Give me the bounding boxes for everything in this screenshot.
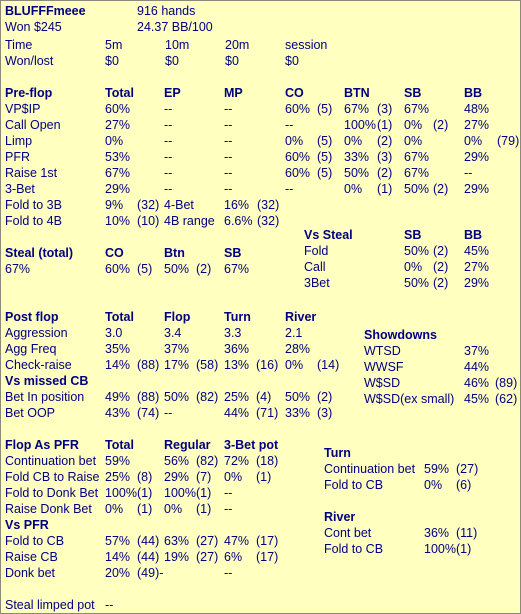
preflop-cell-ep: -- — [164, 166, 173, 180]
preflop-header-total: Total — [105, 86, 134, 100]
vs-steal-row-label: 3Bet — [304, 276, 330, 290]
vs-pfr-cell-total: 57% — [105, 534, 131, 548]
preflop-cell-co: 60% — [285, 166, 311, 180]
flop-as-pfr-cell-3bet: -- — [224, 486, 233, 500]
vs-steal-bb-value: 45% — [464, 244, 490, 258]
missed-cb-count-river: (2) — [317, 390, 333, 404]
four-bet-value: 16% — [224, 198, 250, 212]
missed-cb-count-total: (88) — [137, 390, 160, 404]
vs-steal-title: Vs Steal — [304, 228, 353, 242]
preflop-count-btn: (2) — [377, 134, 393, 148]
missed-cb-count-turn: (71) — [256, 406, 279, 420]
preflop-header-sb: SB — [404, 86, 422, 100]
vs-pfr-count-3bet: (17) — [256, 534, 279, 548]
preflop-header-ep: EP — [164, 86, 181, 100]
preflop-header-mp: MP — [224, 86, 243, 100]
preflop-cell-bb: 27% — [464, 118, 490, 132]
river-row-label: Fold to CB — [324, 542, 384, 556]
showdowns-row-value: 37% — [464, 344, 490, 358]
showdowns-row-label: W$SD(ex small) — [364, 392, 455, 406]
vs-pfr-count-total: (44) — [137, 550, 160, 564]
wonlost-label: Won/lost — [5, 54, 54, 68]
vs-steal-row-label: Call — [304, 260, 326, 274]
preflop-cell-mp: -- — [224, 182, 233, 196]
time-col-session: session — [285, 38, 328, 52]
preflop-count-co: (5) — [317, 134, 333, 148]
vs-pfr-count-total: (44) — [137, 534, 160, 548]
vs-steal-header-sb: SB — [404, 228, 422, 242]
preflop-cell-co: 0% — [285, 134, 304, 148]
postflop-cell-total: 35% — [105, 342, 131, 356]
preflop-cell-mp: -- — [224, 166, 233, 180]
flop-as-pfr-cell-regular: 56% — [164, 454, 190, 468]
flop-as-pfr-cell-regular: 100% — [164, 486, 196, 500]
preflop-count-co: (5) — [317, 102, 333, 116]
flop-as-pfr-cell-regular: 29% — [164, 470, 190, 484]
preflop-count-btn: (3) — [377, 102, 393, 116]
preflop-header-btn: BTN — [344, 86, 370, 100]
four-bet-label: 4-Bet — [164, 198, 194, 212]
missed-cb-count-river: (3) — [317, 406, 333, 420]
preflop-cell-bb: -- — [464, 166, 473, 180]
showdowns-row-label: W$SD — [364, 376, 401, 390]
preflop-cell-ep: -- — [164, 102, 173, 116]
postflop-header-flop: Flop — [164, 310, 191, 324]
vs-pfr-cell-3bet: -- — [224, 566, 233, 580]
steal-co-value: 60% — [105, 262, 131, 276]
steal-limped-pot-value: -- — [105, 598, 114, 612]
postflop-count-flop: (58) — [196, 358, 219, 372]
turn-row-label: Fold to CB — [324, 478, 384, 492]
missed-cb-cell-river: 50% — [285, 390, 311, 404]
preflop-count-btn: (3) — [377, 150, 393, 164]
preflop-row-label: VP$IP — [5, 102, 41, 116]
steal-btn-count: (2) — [196, 262, 212, 276]
wonlost-20m: $0 — [225, 54, 239, 68]
postflop-cell-total: 3.0 — [105, 326, 123, 340]
vs-steal-bb-value: 29% — [464, 276, 490, 290]
turn-row-count: (6) — [456, 478, 472, 492]
steal-total-value: 67% — [5, 262, 31, 276]
flop-as-pfr-cell-total: 0% — [105, 502, 124, 516]
preflop-cell-co: -- — [285, 118, 294, 132]
missed-cb-count-turn: (4) — [256, 390, 272, 404]
postflop-count-river: (14) — [317, 358, 340, 372]
preflop-cell-total: 27% — [105, 118, 131, 132]
flop-as-pfr-cell-3bet: 0% — [224, 470, 243, 484]
postflop-header-total: Total — [105, 310, 134, 324]
preflop-cell-bb: 29% — [464, 150, 490, 164]
postflop-cell-turn: 13% — [224, 358, 250, 372]
preflop-row-label: PFR — [5, 150, 30, 164]
wonlost-5m: $0 — [105, 54, 119, 68]
preflop-count-bb: (79) — [497, 134, 520, 148]
fold-to-4b-label: Fold to 4B — [5, 214, 62, 228]
preflop-header-co: CO — [285, 86, 304, 100]
preflop-cell-mp: -- — [224, 102, 233, 116]
preflop-count-btn: (1) — [377, 182, 393, 196]
preflop-cell-btn: 0% — [344, 134, 363, 148]
steal-sb-value: 67% — [224, 262, 250, 276]
steal-limped-pot-label: Steal limped pot — [5, 598, 95, 612]
preflop-cell-total: 53% — [105, 150, 131, 164]
postflop-count-total: (88) — [137, 358, 160, 372]
postflop-row-label: Agg Freq — [5, 342, 57, 356]
vs-pfr-cell-3bet: 6% — [224, 550, 243, 564]
flop-as-pfr-count-3bet: (18) — [256, 454, 279, 468]
flop-as-pfr-title: Flop As PFR — [5, 438, 79, 452]
turn-row-label: Continuation bet — [324, 462, 416, 476]
postflop-cell-flop: 3.4 — [164, 326, 182, 340]
preflop-cell-sb: 0% — [404, 134, 423, 148]
turn-title: Turn — [324, 446, 351, 460]
postflop-count-turn: (16) — [256, 358, 279, 372]
player-name: BLUFFFmeee — [5, 4, 86, 18]
vs-pfr-title: Vs PFR — [5, 518, 49, 532]
steal-header-sb: SB — [224, 246, 242, 260]
preflop-row-label: Limp — [5, 134, 33, 148]
showdowns-row-value: 45% — [464, 392, 490, 406]
postflop-cell-total: 14% — [105, 358, 131, 372]
steal-co-count: (5) — [137, 262, 153, 276]
preflop-row-label: 3-Bet — [5, 182, 35, 196]
four-bet-count: (32) — [257, 198, 280, 212]
flop-as-pfr-count-regular: (1) — [196, 502, 212, 516]
postflop-cell-turn: 36% — [224, 342, 250, 356]
vs-pfr-row-label: Donk bet — [5, 566, 56, 580]
preflop-cell-ep: -- — [164, 134, 173, 148]
preflop-cell-sb: 67% — [404, 102, 430, 116]
postflop-title: Post flop — [5, 310, 59, 324]
preflop-count-co: (5) — [317, 166, 333, 180]
showdowns-row-value: 44% — [464, 360, 490, 374]
flop-as-pfr-count-total: (8) — [137, 470, 153, 484]
vs-pfr-cell-3bet: 47% — [224, 534, 250, 548]
time-col-5m: 5m — [105, 38, 123, 52]
preflop-cell-total: 29% — [105, 182, 131, 196]
preflop-header-bb: BB — [464, 86, 483, 100]
preflop-cell-sb: 67% — [404, 150, 430, 164]
vs-pfr-row-label: Fold to CB — [5, 534, 65, 548]
vs-pfr-count-regular: (27) — [196, 534, 219, 548]
preflop-cell-btn: 67% — [344, 102, 370, 116]
postflop-row-label: Aggression — [5, 326, 68, 340]
vs-pfr-count-regular: (27) — [196, 550, 219, 564]
turn-row-count: (27) — [456, 462, 479, 476]
steal-header-btn: Btn — [164, 246, 185, 260]
turn-row-value: 0% — [424, 478, 443, 492]
preflop-cell-sb: 50% — [404, 182, 430, 196]
postflop-header-river: River — [285, 310, 317, 324]
missed-cb-cell-turn: 44% — [224, 406, 250, 420]
postflop-cell-turn: 3.3 — [224, 326, 242, 340]
fold-to-3b-label: Fold to 3B — [5, 198, 62, 212]
flop-as-pfr-cell-3bet: -- — [224, 502, 233, 516]
flop-as-pfr-count-regular: (7) — [196, 470, 212, 484]
four-bet-range-value: 6.6% — [224, 214, 253, 228]
river-row-value: 36% — [424, 526, 450, 540]
vs-steal-sb-count: (2) — [433, 276, 449, 290]
missed-cb-row-label: Bet In position — [5, 390, 85, 404]
flop-as-pfr-cell-total: 100% — [105, 486, 137, 500]
missed-cb-cell-turn: 25% — [224, 390, 250, 404]
preflop-title: Pre-flop — [5, 86, 53, 100]
time-col-20m: 20m — [225, 38, 250, 52]
flop-as-pfr-row-label: Raise Donk Bet — [5, 502, 92, 516]
fold-to-4b-count: (10) — [137, 214, 160, 228]
postflop-cell-river: 28% — [285, 342, 311, 356]
hands-count: 916 hands — [137, 4, 196, 18]
vs-pfr-cell-total: 14% — [105, 550, 131, 564]
vs-steal-sb-value: 0% — [404, 260, 423, 274]
fold-to-4b-value: 10% — [105, 214, 131, 228]
preflop-cell-total: 0% — [105, 134, 124, 148]
wonlost-session: $0 — [285, 54, 299, 68]
preflop-count-btn: (1) — [377, 118, 393, 132]
preflop-count-sb: (2) — [433, 118, 449, 132]
time-label: Time — [5, 38, 33, 52]
missed-cb-count-total: (74) — [137, 406, 160, 420]
missed-cb-count-flop: (82) — [196, 390, 219, 404]
river-row-label: Cont bet — [324, 526, 372, 540]
flop-as-pfr-count-total: (1) — [137, 502, 153, 516]
flop-as-pfr-header-total: Total — [105, 438, 134, 452]
wonlost-10m: $0 — [165, 54, 179, 68]
river-row-value: 100% — [424, 542, 456, 556]
steal-title: Steal (total) — [5, 246, 74, 260]
preflop-cell-mp: -- — [224, 134, 233, 148]
fold-to-3b-count: (32) — [137, 198, 160, 212]
missed-cb-cell-flop: -- — [164, 406, 173, 420]
preflop-cell-ep: -- — [164, 182, 173, 196]
postflop-cell-flop: 37% — [164, 342, 190, 356]
river-row-count: (11) — [456, 526, 478, 540]
preflop-cell-total: 60% — [105, 102, 131, 116]
missed-cb-cell-flop: 50% — [164, 390, 190, 404]
vs-steal-sb-value: 50% — [404, 276, 430, 290]
missed-cb-cell-total: 49% — [105, 390, 131, 404]
preflop-cell-mp: -- — [224, 118, 233, 132]
preflop-cell-co: 60% — [285, 102, 311, 116]
showdowns-row-value: 46% — [464, 376, 490, 390]
postflop-header-turn: Turn — [224, 310, 251, 324]
vs-steal-sb-value: 50% — [404, 244, 430, 258]
showdowns-row-label: WTSD — [364, 344, 401, 358]
missed-cb-row-label: Bet OOP — [5, 406, 56, 420]
preflop-cell-btn: 50% — [344, 166, 370, 180]
flop-as-pfr-row-label: Continuation bet — [5, 454, 97, 468]
postflop-row-label: Check-raise — [5, 358, 72, 372]
preflop-count-co: (5) — [317, 150, 333, 164]
vs-pfr-cell-regular: 19% — [164, 550, 190, 564]
preflop-row-label: Call Open — [5, 118, 61, 132]
won-amount: Won $245 — [5, 20, 62, 34]
preflop-cell-sb: 67% — [404, 166, 430, 180]
flop-as-pfr-header-3bet: 3-Bet pot — [224, 438, 279, 452]
preflop-cell-btn: 0% — [344, 182, 363, 196]
flop-as-pfr-cell-total: 59% — [105, 454, 131, 468]
preflop-cell-bb: 29% — [464, 182, 490, 196]
four-bet-range-count: (32) — [257, 214, 280, 228]
vs-pfr-cell-total: 20% — [105, 566, 131, 580]
preflop-cell-co: -- — [285, 182, 294, 196]
vs-pfr-row-label: Raise CB — [5, 550, 58, 564]
flop-as-pfr-cell-total: 25% — [105, 470, 131, 484]
preflop-cell-bb: 48% — [464, 102, 490, 116]
showdowns-row-count: (62) — [495, 392, 518, 406]
preflop-cell-sb: 0% — [404, 118, 423, 132]
preflop-cell-total: 67% — [105, 166, 131, 180]
postflop-cell-river: 0% — [285, 358, 304, 372]
steal-header-co: CO — [105, 246, 124, 260]
postflop-cell-flop: 17% — [164, 358, 190, 372]
flop-as-pfr-count-3bet: (1) — [256, 470, 272, 484]
preflop-cell-co: 60% — [285, 150, 311, 164]
missed-cb-cell-river: 33% — [285, 406, 311, 420]
showdowns-row-label: WWSF — [364, 360, 404, 374]
missed-cb-title: Vs missed CB — [5, 374, 89, 388]
bb-per-100: 24.37 BB/100 — [137, 20, 213, 34]
preflop-cell-ep: -- — [164, 150, 173, 164]
preflop-cell-btn: 33% — [344, 150, 370, 164]
preflop-count-sb: (2) — [433, 182, 449, 196]
showdowns-row-count: (89) — [495, 376, 518, 390]
four-bet-range-label: 4B range — [164, 214, 215, 228]
preflop-row-label: Raise 1st — [5, 166, 58, 180]
preflop-count-btn: (2) — [377, 166, 393, 180]
steal-btn-value: 50% — [164, 262, 190, 276]
vs-steal-sb-count: (2) — [433, 244, 449, 258]
flop-as-pfr-count-regular: (1) — [196, 486, 212, 500]
preflop-cell-btn: 100% — [344, 118, 376, 132]
vs-steal-bb-value: 27% — [464, 260, 490, 274]
missed-cb-cell-total: 43% — [105, 406, 131, 420]
river-title: River — [324, 510, 356, 524]
fold-to-3b-value: 9% — [105, 198, 124, 212]
flop-as-pfr-header-regular: Regular — [164, 438, 211, 452]
preflop-cell-bb: 0% — [464, 134, 483, 148]
flop-as-pfr-cell-regular: 0% — [164, 502, 183, 516]
postflop-cell-river: 2.1 — [285, 326, 303, 340]
flop-as-pfr-cell-3bet: 72% — [224, 454, 250, 468]
vs-pfr-cell-regular: 63% — [164, 534, 190, 548]
flop-as-pfr-count-total: (1) — [137, 486, 153, 500]
flop-as-pfr-row-label: Fold to Donk Bet — [5, 486, 99, 500]
vs-steal-sb-count: (2) — [433, 260, 449, 274]
preflop-cell-mp: -- — [224, 150, 233, 164]
time-col-10m: 10m — [165, 38, 190, 52]
river-row-count: (1) — [456, 542, 472, 556]
turn-row-value: 59% — [424, 462, 450, 476]
vs-pfr-count-total: (49)- — [137, 566, 164, 580]
vs-steal-row-label: Fold — [304, 244, 329, 258]
preflop-cell-ep: -- — [164, 118, 173, 132]
flop-as-pfr-count-regular: (82) — [196, 454, 219, 468]
vs-steal-header-bb: BB — [464, 228, 483, 242]
vs-pfr-count-3bet: (17) — [256, 550, 279, 564]
showdowns-title: Showdowns — [364, 328, 437, 342]
flop-as-pfr-row-label: Fold CB to Raise — [5, 470, 100, 484]
